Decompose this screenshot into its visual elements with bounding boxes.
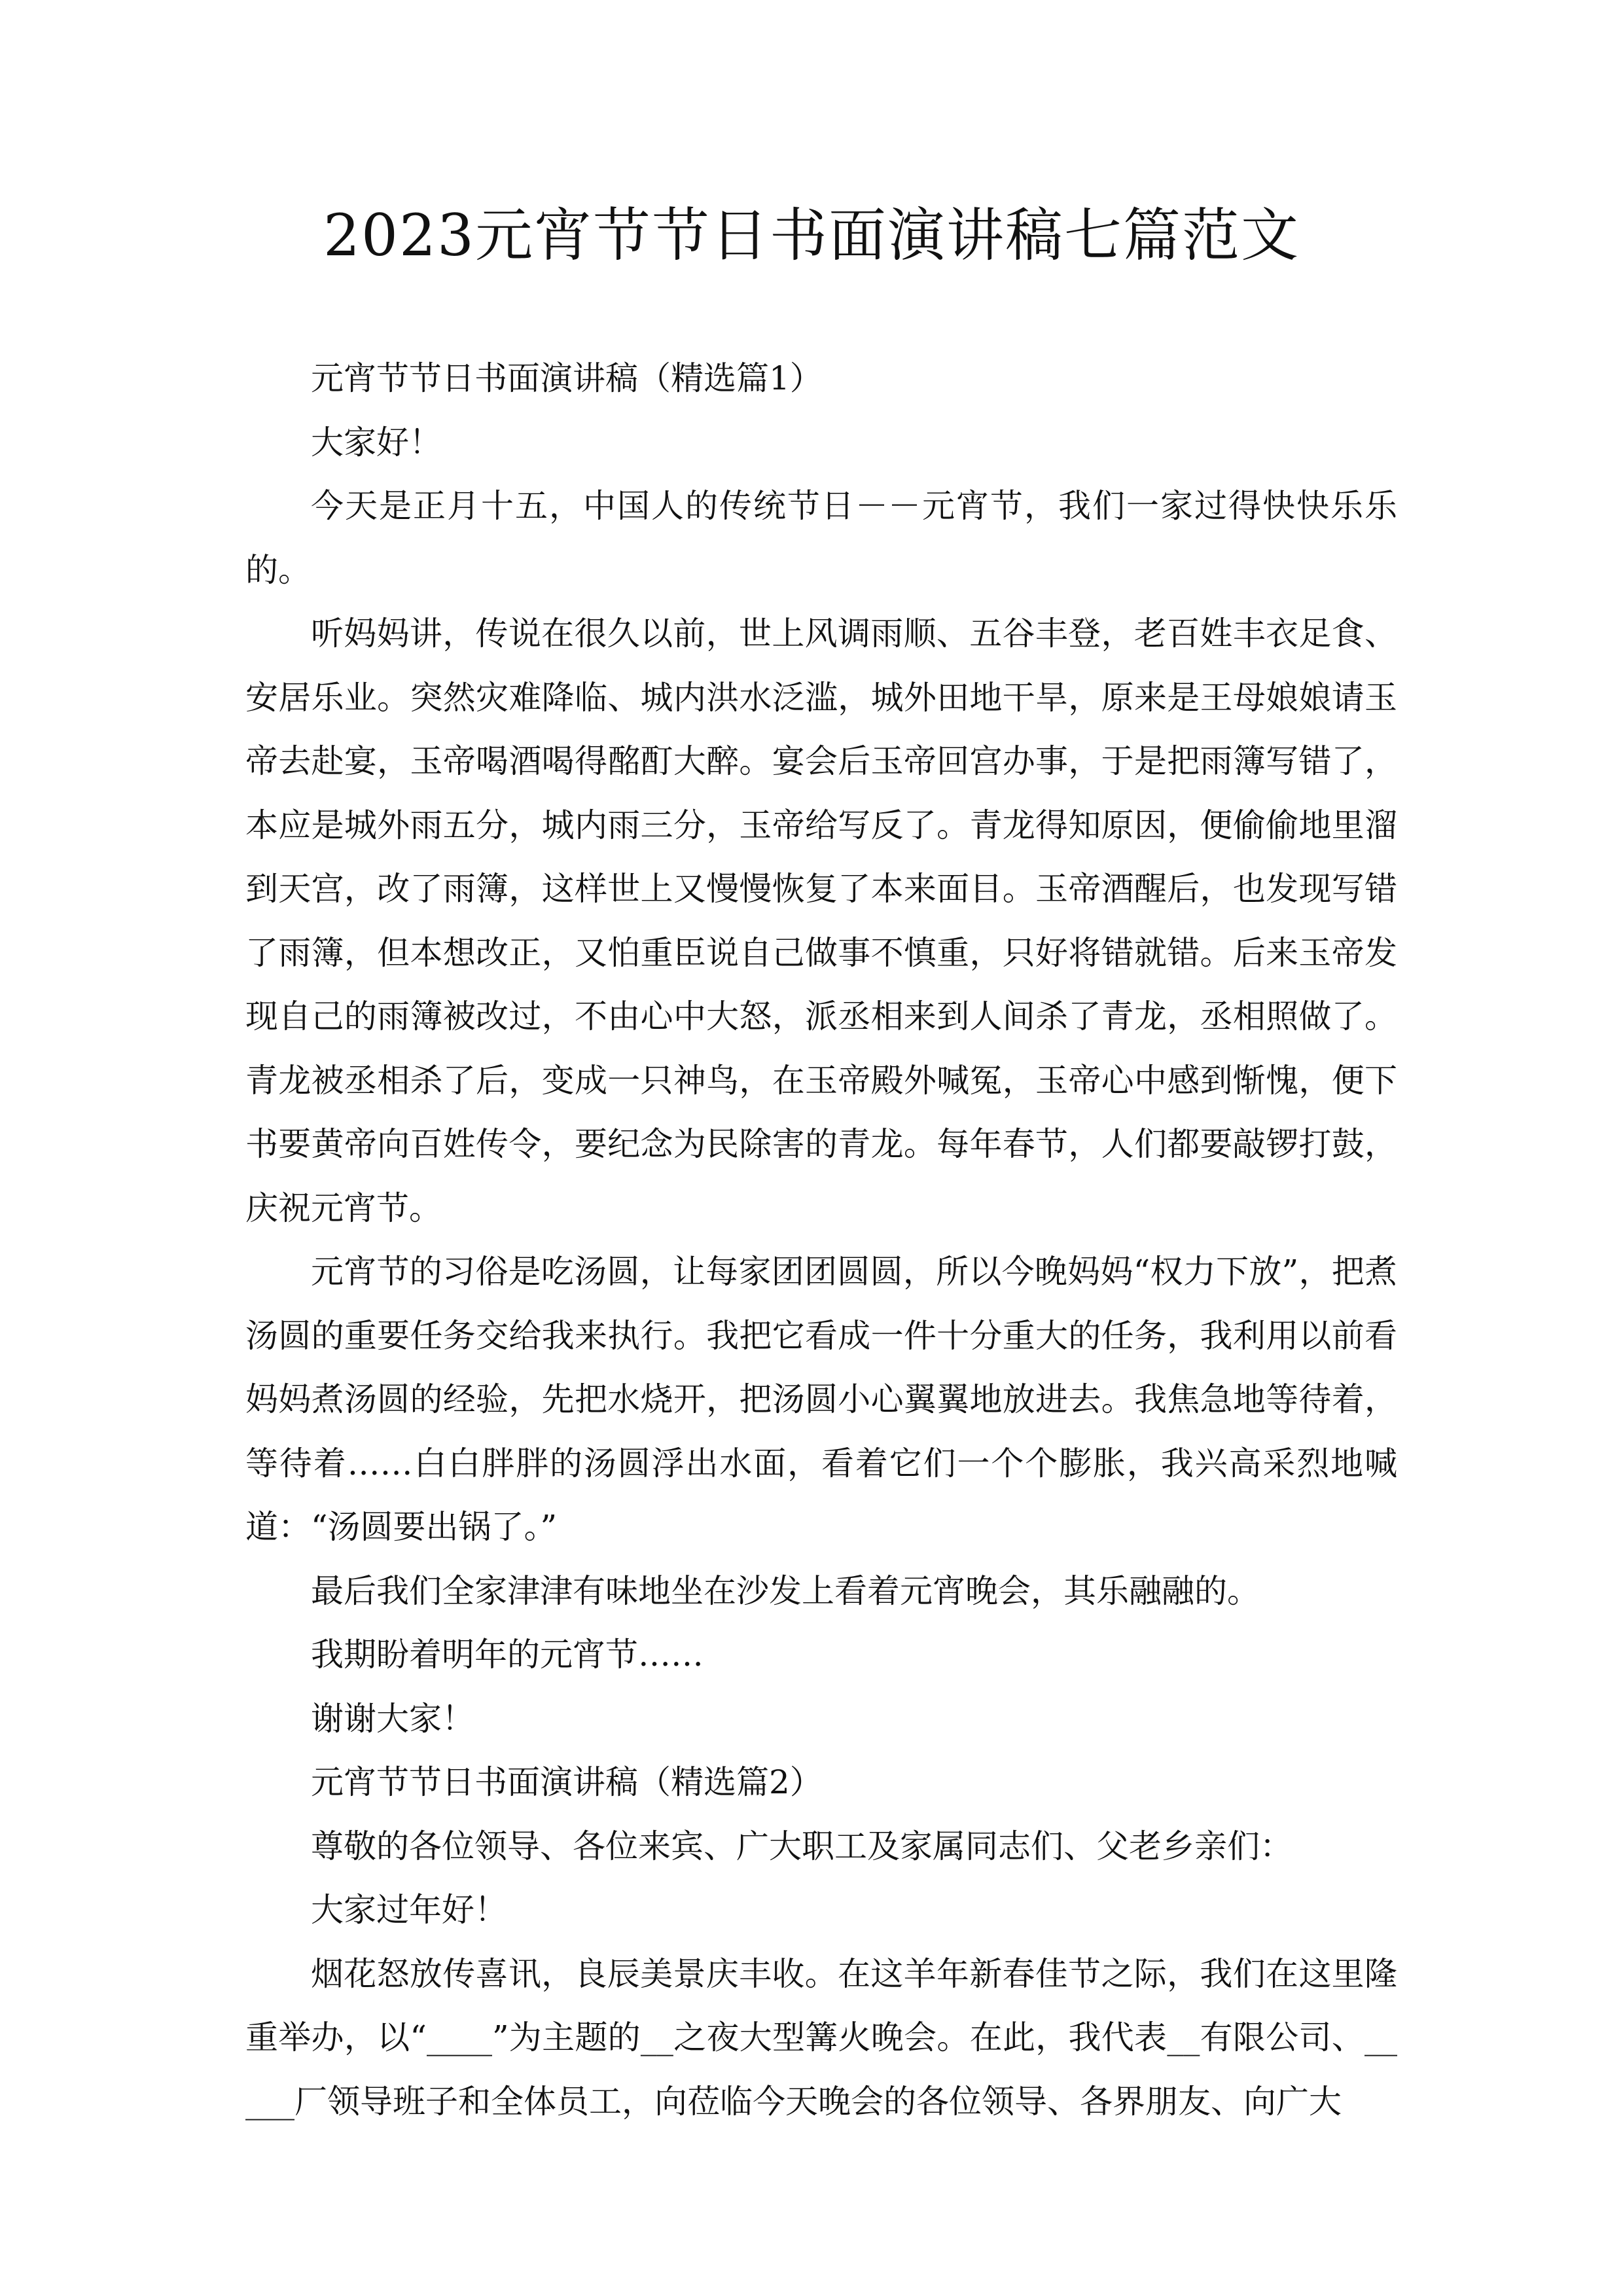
- paragraph: 尊敬的各位领导、各位来宾、广大职工及家属同志们、父老乡亲们：: [311, 1827, 1293, 1865]
- paragraph: 烟花怒放传喜讯，良辰美景庆丰收。在这羊年新春佳节之际，我们在这里隆重举办，以“____”为主题的__之夜大型篝火晚会。在此，我代表__有限公司、_____厂领导班子和全体员工，向莅临今天晚会的各位领导、各界朋友、向广大: [245, 1954, 1397, 2121]
- paragraph: 听妈妈讲，传说在很久以前，世上风调雨顺、五谷丰登，老百姓丰衣足食、安居乐业。突然灾难降临、城内洪水泛滥，城外田地干旱，原来是王母娘娘请玉帝去赴宴，玉帝喝酒喝得酩酊大醉。宴会后玉帝回宫办事，于是把雨簿写错了，本应是城外雨五分，城内雨三分，玉帝给写反了。青龙得知原因，便偷偷地里溜到天宫，改了雨簿，这样世上又慢慢恢复了本来面目。玉帝酒醒后，也发现写错了雨簿，但本想改正，又怕重臣说自己做事不慎重，只好将错就错。后来玉帝发现自己的雨簿被改过，不由心中大怒，派丞相来到人间杀了青龙，丞相照做了。青龙被丞相杀了后，变成一只神鸟，在玉帝殿外喊冤，玉帝心中感到惭愧，便下书要黄帝向百姓传令，要纪念为民除害的青龙。每年春节，人们都要敲锣打鼓，庆祝元宵节。: [245, 615, 1397, 1227]
- paragraph: 谢谢大家！: [311, 1699, 474, 1738]
- section-heading: 元宵节节日书面演讲稿（精选篇2）: [311, 1763, 823, 1801]
- paragraph: 我期盼着明年的元宵节……: [311, 1636, 704, 1674]
- section-heading: 元宵节节日书面演讲稿（精选篇1）: [311, 359, 823, 397]
- paragraph: 大家过年好！: [311, 1891, 507, 1929]
- paragraph: 大家好！: [311, 423, 442, 461]
- paragraph: 今天是正月十五，中国人的传统节日－－元宵节，我们一家过得快快乐乐的。: [245, 487, 1397, 589]
- document-title: 2023元宵节节日书面演讲稿七篇范文: [323, 202, 1300, 269]
- paragraph: 元宵节的习俗是吃汤圆，让每家团团圆圆，所以今晚妈妈“权力下放”，把煮汤圆的重要任务交给我来执行。我把它看成一件十分重大的任务，我利用以前看妈妈煮汤圆的经验，先把水烧开，把汤圆小心翼翼地放进去。我焦急地等待着，等待着……白白胖胖的汤圆浮出水面，看着它们一个个膨胀，我兴高采烈地喊道：“汤圆要出锅了。”: [245, 1253, 1397, 1546]
- document-body: [245, 347, 1397, 2134]
- paragraph: 最后我们全家津津有味地坐在沙发上看着元宵晚会，其乐融融的。: [311, 1571, 1260, 1610]
